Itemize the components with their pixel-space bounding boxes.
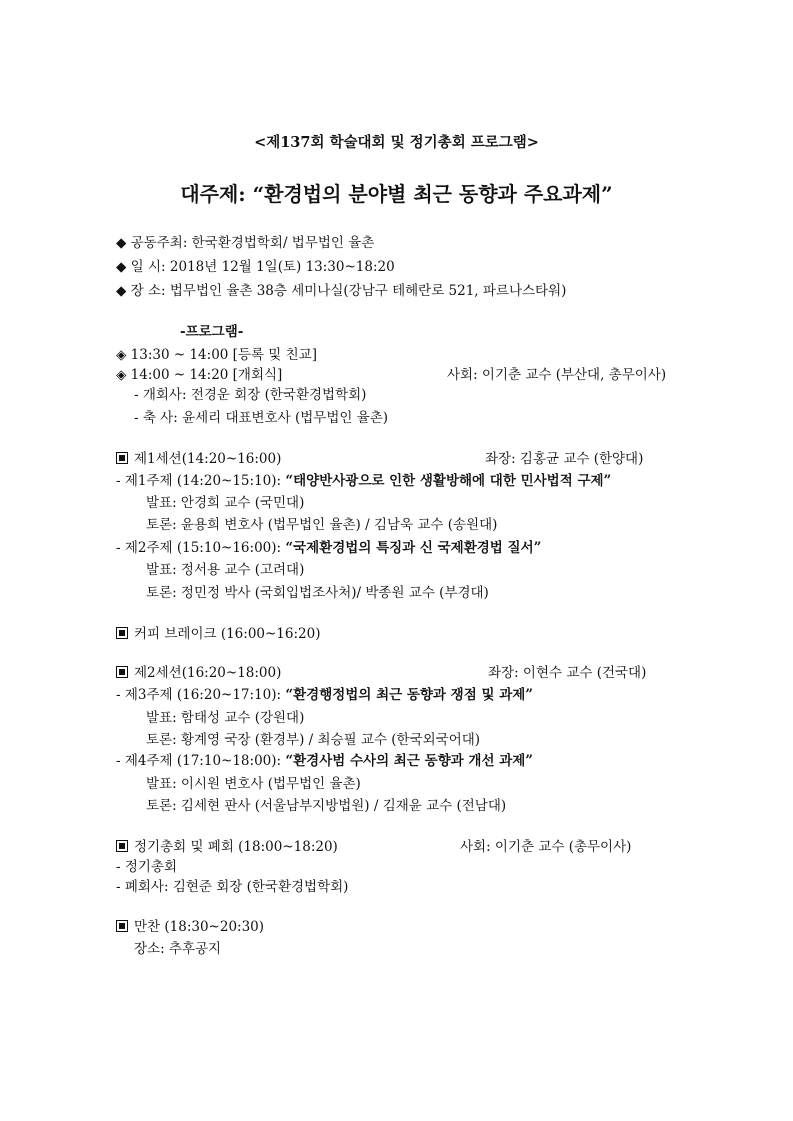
- general-meeting-label: 정기총회 및 폐회 (18:00~18:20): [134, 839, 338, 855]
- dinner-place: 장소: 추후공지: [134, 941, 222, 957]
- filled-square-icon: [116, 627, 128, 639]
- session1-chair: 좌장: 김홍균 교수 (한양대): [485, 451, 644, 467]
- filled-square-icon: [116, 452, 128, 464]
- program-heading: -프로그램-: [180, 324, 244, 340]
- registration-line: ◈ 13:30 ~ 14:00 [등록 및 친교]: [116, 347, 317, 363]
- opening-host: 사회: 이기춘 교수 (부산대, 총무이사): [447, 367, 667, 383]
- topic4-line: [116, 752, 533, 770]
- topic2-title: “국제환경법의 특징과 신 국제환경법 질서”: [285, 540, 542, 556]
- topic1-line: [116, 472, 611, 490]
- document-title: <제137회 학술대회 및 정기총회 프로그램>: [254, 134, 539, 151]
- topic1-discussants: 토론: 윤용희 변호사 (법무법인 율촌) / 김남욱 교수 (송원대): [146, 517, 498, 533]
- general-meeting-host: 사회: 이기춘 교수 (총무이사): [460, 839, 632, 855]
- session1-header: [116, 450, 281, 468]
- general-meeting-item: - 정기총회: [116, 859, 178, 875]
- filled-square-icon: [116, 840, 128, 852]
- topic1-title: “태양반사광으로 인한 생활방해에 대한 민사법적 구제”: [285, 473, 612, 489]
- dinner-label: 만찬 (18:30~20:30): [134, 919, 265, 935]
- topic4-prefix: - 제4주제 (17:10~18:00):: [116, 753, 286, 769]
- coffee-break-label: 커피 브레이크 (16:00~16:20): [134, 626, 321, 642]
- session1-label: 제1세션(14:20~16:00): [134, 451, 282, 467]
- venue-line: ◆ 장 소: 법무법인 율촌 38층 세미나실(강남구 테헤란로 521, 파르나스타워): [116, 283, 567, 299]
- topic4-title: “환경사범 수사의 최근 동향과 개선 과제”: [285, 753, 534, 769]
- main-theme: 대주제: “환경법의 분야별 최근 동향과 주요과제”: [180, 182, 613, 206]
- closing-speech-line: - 폐회사: 김현준 회장 (한국환경법학회): [116, 879, 349, 895]
- session2-header: [116, 664, 281, 682]
- organizers-line: ◆ 공동주최: 한국환경법학회/ 법무법인 율촌: [116, 235, 375, 251]
- topic3-prefix: - 제3주제 (16:20~17:10):: [116, 687, 286, 703]
- congratulatory-speech-line: - 축 사: 윤세리 대표변호사 (법무법인 율촌): [134, 410, 389, 426]
- topic1-prefix: - 제1주제 (14:20~15:10):: [116, 473, 286, 489]
- opening-speech-line: - 개회사: 전경운 회장 (한국환경법학회): [134, 387, 367, 403]
- topic3-title: “환경행정법의 최근 동향과 쟁점 및 과제”: [285, 687, 534, 703]
- session2-chair: 좌장: 이현수 교수 (건국대): [488, 665, 647, 681]
- filled-square-icon: [116, 920, 128, 932]
- session2-label: 제2세션(16:20~18:00): [134, 665, 282, 681]
- topic1-presenter: 발표: 안경희 교수 (국민대): [146, 495, 305, 511]
- filled-square-icon: [116, 666, 128, 678]
- topic2-line: [116, 539, 541, 557]
- topic4-presenter: 발표: 이시원 변호사 (법무법인 율촌): [146, 776, 361, 792]
- topic3-line: [116, 686, 533, 704]
- datetime-line: ◆ 일 시: 2018년 12월 1일(토) 13:30~18:20: [116, 259, 395, 275]
- dinner-header: [116, 918, 264, 936]
- topic2-prefix: - 제2주제 (15:10~16:00):: [116, 540, 286, 556]
- coffee-break-line: [116, 625, 320, 643]
- topic2-discussants: 토론: 정민정 박사 (국회입법조사처)/ 박종원 교수 (부경대): [146, 585, 489, 601]
- topic3-discussants: 토론: 황계영 국장 (환경부) / 최승필 교수 (한국외국어대): [146, 732, 481, 748]
- opening-ceremony-line: ◈ 14:00 ~ 14:20 [개회식]: [116, 367, 283, 383]
- general-meeting-header: [116, 838, 338, 856]
- topic3-presenter: 발표: 함태성 교수 (강원대): [146, 710, 305, 726]
- topic4-discussants: 토론: 김세현 판사 (서울남부지방법원) / 김재윤 교수 (전남대): [146, 798, 507, 814]
- topic2-presenter: 발표: 정서용 교수 (고려대): [146, 562, 305, 578]
